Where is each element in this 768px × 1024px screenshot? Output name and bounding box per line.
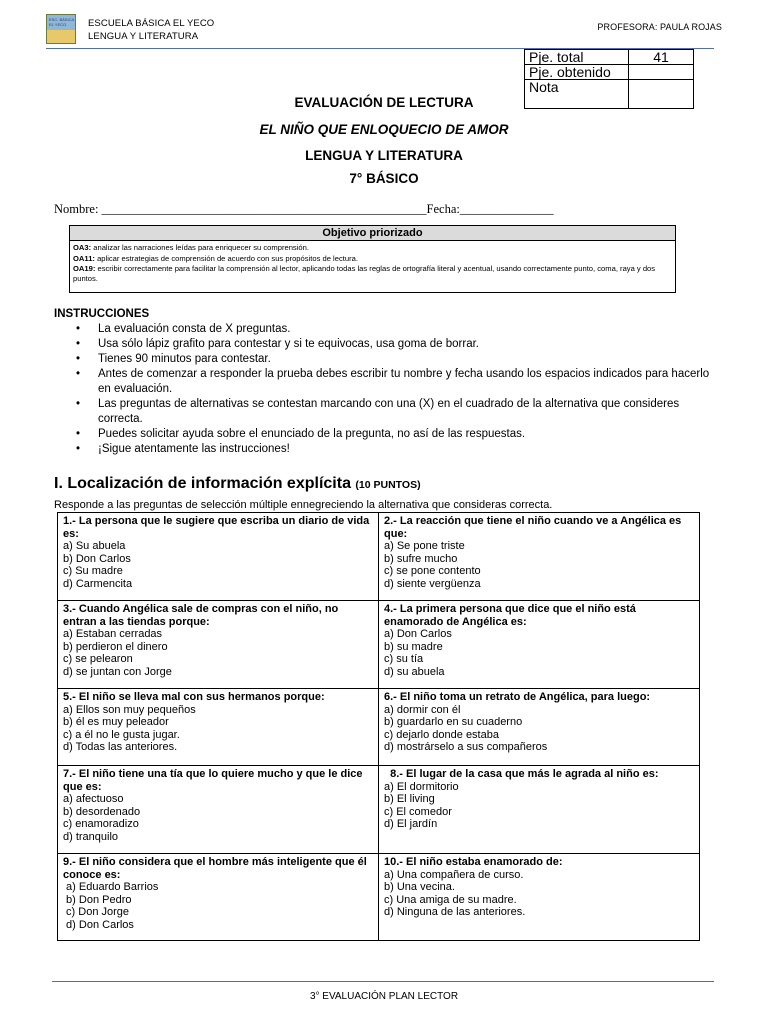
score-row-total (525, 50, 694, 65)
option[interactable]: c) se pelearon (63, 653, 133, 665)
section-title: I. Localización de información explícita (10 PUNTOS) (54, 475, 421, 492)
option[interactable]: a) Su abuela (63, 540, 126, 552)
option[interactable]: a) Eduardo Barrios (63, 881, 159, 893)
option[interactable]: d) siente vergüenza (384, 577, 481, 590)
question-text: 9.- El niño considera que el hombre más inteligente que él conoce es: (63, 856, 367, 881)
option[interactable]: d) mostrárselo a sus compañeros (384, 741, 548, 753)
question-cell (379, 766, 700, 854)
section-points: (10 PUNTOS) (355, 479, 421, 491)
option[interactable]: a) afectuoso (63, 793, 124, 805)
option[interactable]: a) Ellos son muy pequeños (63, 703, 196, 716)
option[interactable]: c) su tía (384, 653, 424, 665)
objective-box (69, 225, 676, 293)
objective-item: OA3: analizar las narraciones leídas para enriquecer su comprensión. (73, 243, 309, 252)
option[interactable]: c) dejarlo donde estaba (384, 728, 499, 741)
question-cell (379, 689, 700, 766)
option[interactable]: d) Ninguna de las anteriores. (384, 906, 526, 918)
option[interactable]: c) enamoradizo (63, 818, 139, 830)
question-cell (379, 854, 700, 941)
objective-item: OA19: escribir correctamente para facilitar la comprensión al lector, aplicando todas las reglas de ortografía literal y acentual, usando correctamente punto, coma, raya y dos puntos. (73, 264, 656, 283)
school-info (88, 17, 214, 43)
option[interactable]: a) Se pone triste (384, 540, 465, 552)
option[interactable]: b) Don Pedro (63, 893, 132, 906)
subject-title: LENGUA Y LITERATURA (305, 148, 463, 163)
option[interactable]: a) dormir con él (384, 703, 461, 716)
instruction-item: • ¡Sigue atentamente las instrucciones! (76, 442, 716, 457)
score-label: Pje. total (525, 50, 629, 65)
option[interactable]: a) Estaban cerradas (63, 628, 163, 640)
option[interactable]: b) Una vecina. (384, 881, 455, 893)
option[interactable]: c) Una amiga de su madre. (384, 893, 517, 906)
option[interactable]: b) desordenado (63, 805, 141, 818)
option[interactable]: a) Una compañera de curso. (384, 868, 524, 881)
option[interactable]: d) Don Carlos (63, 918, 134, 931)
instructions-title: INSTRUCCIONES (54, 308, 150, 320)
question-text: 7.- El niño tiene una tía que lo quiere mucho y que le dice que es: (63, 768, 363, 793)
footer-divider (52, 981, 714, 982)
section-subtitle: Responde a las preguntas de selección múltiple ennegreciendo la alternativa que consideras correcta. (54, 499, 553, 511)
question-text: 3.- Cuando Angélica sale de compras con el niño, no entran a las tiendas porque: (63, 603, 339, 628)
school-logo (46, 14, 76, 44)
instruction-item: • Antes de comenzar a responder la prueba debes escribir tu nombre y fecha usando los espacios indicados para hacerlo en evaluación. (76, 367, 716, 397)
question-text: 4.- La primera persona que dice que el niño está enamorado de Angélica es: (384, 603, 636, 628)
score-value[interactable]: 41 (629, 50, 694, 65)
subject-name: LENGUA Y LITERATURA (88, 31, 199, 42)
option[interactable]: b) sufre mucho (384, 552, 458, 565)
logo-text: ESC. BÁSICA EL YECO (49, 17, 74, 27)
objective-item: OA11: aplicar estrategias de comprensión de acuerdo con sus propósitos de lectura. (73, 254, 358, 263)
school-name: ESCUELA BÁSICA EL YECO (88, 18, 215, 29)
option[interactable]: d) se juntan con Jorge (63, 665, 172, 678)
score-label: Nota (525, 80, 629, 109)
name-date-field[interactable]: Nombre: ____________________________________________________Fecha:_______________ (54, 202, 554, 216)
instruction-item: • Usa sólo lápiz grafito para contestar y si te equivocas, usa goma de borrar. (76, 337, 716, 352)
teacher-name: PROFESORA: PAULA ROJAS (597, 22, 722, 32)
question-text: 8.- El lugar de la casa que más le agrada al niño es: (384, 768, 659, 780)
footer-text: 3° EVALUACIÓN PLAN LECTOR (309, 991, 459, 1002)
score-row-obtained (525, 65, 694, 80)
option[interactable]: a) El dormitorio (384, 780, 459, 793)
question-text: 6.- El niño toma un retrato de Angélica, para luego: (384, 691, 651, 703)
question-text: 10.- El niño estaba enamorado de: (384, 856, 563, 868)
option[interactable]: b) perdieron el dinero (63, 640, 168, 653)
option[interactable]: a) Don Carlos (384, 628, 452, 640)
question-cell (58, 766, 379, 854)
option[interactable]: c) El comedor (384, 805, 452, 818)
option[interactable]: c) Su madre (63, 565, 123, 577)
question-cell (58, 689, 379, 766)
option[interactable]: b) El living (384, 793, 435, 805)
exam-title: EVALUACIÓN DE LECTURA (294, 95, 474, 110)
option[interactable]: d) su abuela (384, 665, 445, 678)
option[interactable]: c) Don Jorge (63, 906, 130, 918)
questions-table (57, 512, 700, 941)
instructions-list (76, 322, 716, 457)
option[interactable]: d) tranquilo (63, 830, 119, 843)
objective-heading: Objetivo priorizado (70, 226, 675, 241)
option[interactable]: d) El jardín (384, 818, 438, 830)
option[interactable]: b) guardarlo en su cuaderno (384, 716, 523, 728)
question-text: 2.- La reacción que tiene el niño cuando ve a Angélica es que: (384, 515, 682, 540)
question-text: 1.- La persona que le sugiere que escriba un diario de vida es: (63, 515, 370, 540)
option[interactable]: d) Todas las anteriores. (63, 741, 178, 753)
score-value[interactable] (629, 65, 694, 80)
option[interactable]: b) su madre (384, 640, 443, 653)
option[interactable]: c) a él no le gusta jugar. (63, 728, 180, 741)
instruction-item: • Tienes 90 minutos para contestar. (76, 352, 716, 367)
objective-body (70, 241, 675, 285)
instruction-item: • Puedes solicitar ayuda sobre el enunciado de la pregunta, no así de las respuestas. (76, 427, 716, 442)
option[interactable]: c) se pone contento (384, 565, 481, 577)
question-cell (58, 854, 379, 941)
question-cell (379, 513, 700, 601)
question-cell (58, 601, 379, 689)
question-cell (58, 513, 379, 601)
instruction-item: • Las preguntas de alternativas se contestan marcando con una (X) en el cuadrado de la alternativa que consideres correcta. (76, 397, 716, 427)
question-text: 5.- El niño se lleva mal con sus hermanos porque: (63, 691, 325, 703)
option[interactable]: b) Don Carlos (63, 552, 131, 565)
question-cell (379, 601, 700, 689)
option[interactable]: b) él es muy peleador (63, 716, 169, 728)
score-label: Pje. obtenido (525, 65, 629, 80)
grade-title: 7° BÁSICO (349, 171, 419, 186)
instruction-item: • La evaluación consta de X preguntas. (76, 322, 716, 337)
option[interactable]: d) Carmencita (63, 577, 133, 590)
book-title: EL NIÑO QUE ENLOQUECIO DE AMOR (259, 122, 509, 137)
